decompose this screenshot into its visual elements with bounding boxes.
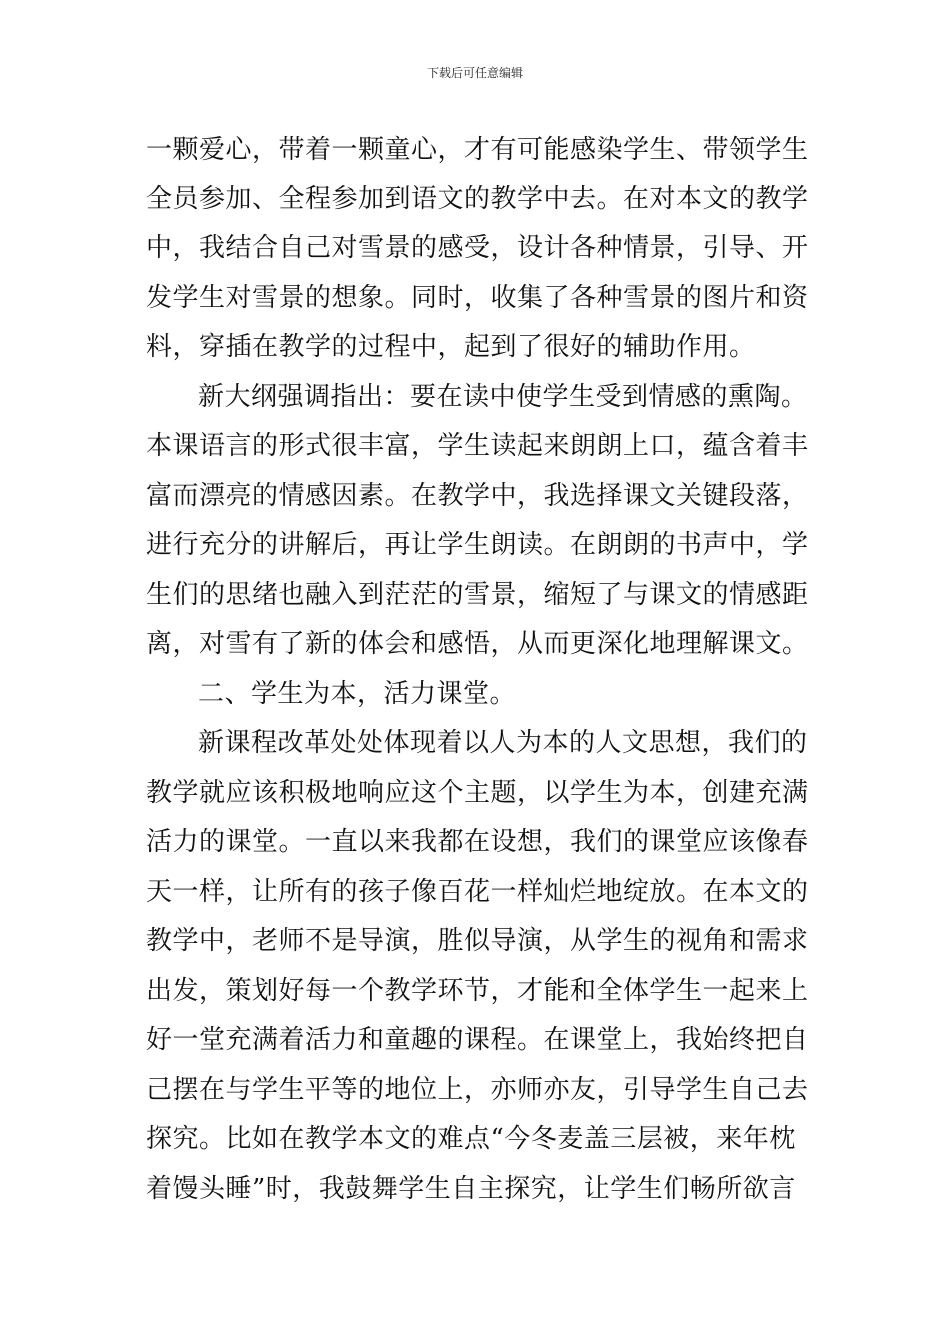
text-line: 本课语言的形式很丰富，学生读起来朗朗上口，蕴含着丰 (146, 431, 809, 461)
text-line: 探究。比如在教学本文的难点“今冬麦盖三层被，来年枕 (146, 1124, 796, 1154)
text-line: 料，穿插在教学的过程中，起到了很好的辅助作用。 (146, 332, 756, 362)
text-line: 中，我结合自己对雪景的感受，设计各种情景，引导、开 (146, 233, 809, 263)
text-line: 着馒头睡”时，我鼓舞学生自主探究，让学生们畅所欲言 (146, 1174, 796, 1204)
text-line: 发学生对雪景的想象。同时，收集了各种雪景的图片和资 (146, 283, 809, 313)
text-line: 活力的课堂。一直以来我都在设想，我们的课堂应该像春 (146, 827, 809, 857)
text-line: 天一样，让所有的孩子像百花一样灿烂地绽放。在本文的 (146, 877, 809, 907)
text-line: 生们的思绪也融入到茫茫的雪景，缩短了与课文的情感距 (146, 580, 809, 610)
section-heading: 二、学生为本，活力课堂。 (198, 679, 517, 709)
text-line: 教学就应该积极地响应这个主题，以学生为本，创建充满 (146, 778, 809, 808)
text-line: 己摆在与学生平等的地位上，亦师亦友，引导学生自己去 (146, 1075, 809, 1105)
text-line: 出发，策划好每一个教学环节，才能和全体学生一起来上 (146, 976, 809, 1006)
text-line: 全员参加、全程参加到语文的教学中去。在对本文的教学 (146, 184, 809, 214)
text-line: 进行充分的讲解后，再让学生朗读。在朗朗的书声中，学 (146, 530, 809, 560)
text-line: 好一堂充满着活力和童趣的课程。在课堂上，我始终把自 (146, 1025, 809, 1055)
paragraph-first-line: 新课程改革处处体现着以人为本的人文思想，我们的 (198, 728, 808, 758)
text-line: 离，对雪有了新的体会和感悟，从而更深化地理解课文。 (146, 629, 809, 659)
text-line: 教学中，老师不是导演，胜似导演，从学生的视角和需求 (146, 926, 809, 956)
paragraph-first-line: 新大纲强调指出：要在读中使学生受到情感的熏陶。 (198, 382, 808, 412)
text-line: 一颗爱心，带着一颗童心，才有可能感染学生、带领学生 (146, 135, 809, 165)
page-header: 下载后可任意编辑 (426, 66, 523, 80)
text-line: 富而漂亮的情感因素。在教学中，我选择课文关键段落， (146, 481, 809, 511)
